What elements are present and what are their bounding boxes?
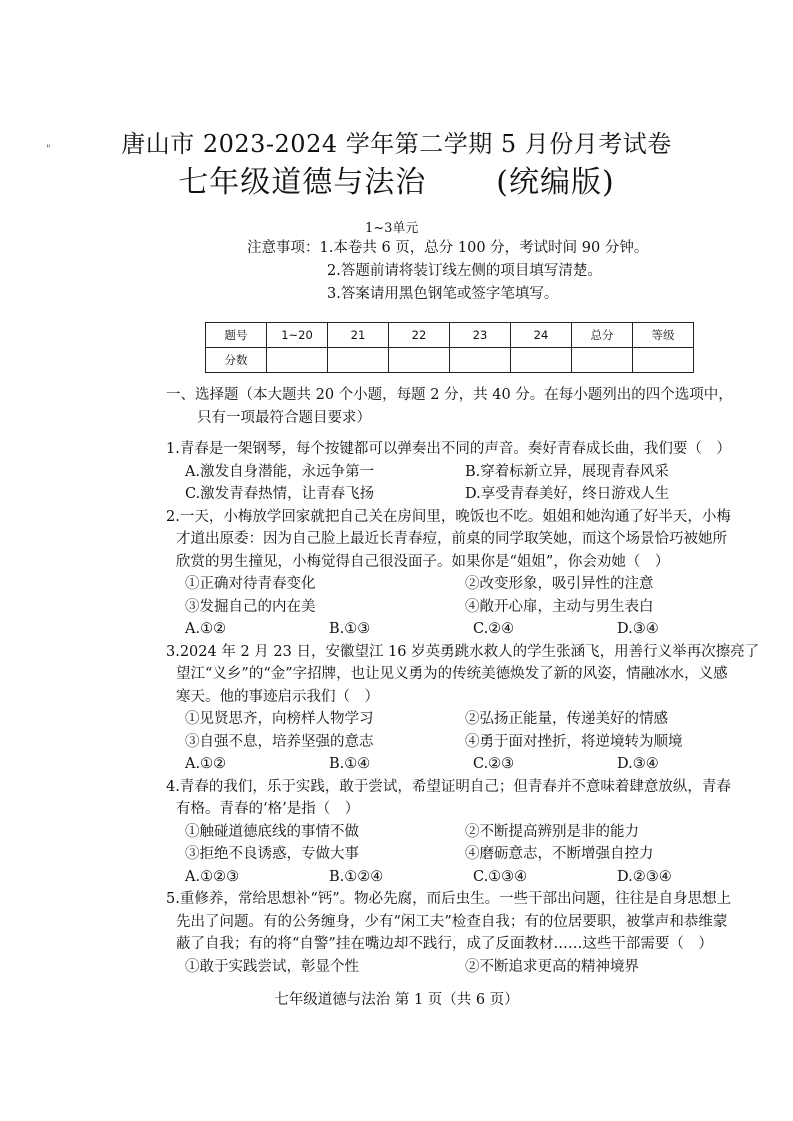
score-cell: [267, 348, 328, 373]
statement-4: ④敞开心扉，主动与男生表白: [465, 598, 654, 615]
statement-1: ①正确对待青春变化: [185, 576, 316, 592]
question-stem-cont: 望江“义乡”的“金”字招牌，也让见义勇为的传统美德焕发了新的风姿，情融冰水，义感: [176, 666, 728, 682]
option-b: B.①③: [329, 621, 371, 637]
score-cell: [450, 348, 511, 373]
score-header-cell: 24: [511, 323, 572, 348]
option-a: A.①②: [185, 621, 227, 637]
option-b: B.①④: [329, 756, 371, 772]
statement-3: ③发掘自己的内在美: [185, 598, 316, 615]
statement-1: ①敢于实践尝试，彰显个性: [185, 958, 359, 975]
score-table: [205, 322, 694, 373]
edition-label: (统编版): [496, 165, 615, 200]
exam-subtitle: [0, 157, 793, 201]
question-stem-cont: 蔽了自我；有的将“自警”挂在嘴边却不践行，成了反面教材……这些干部需要（ ）: [176, 936, 713, 952]
question-stem-cont: 有格。青春的‘格’是指（ ）: [176, 801, 360, 817]
score-header-cell: 等级: [633, 323, 694, 348]
score-cell: [389, 348, 450, 373]
question-stem: 3.2024 年 2 月 23 日，安徽望江 16 岁英勇跳水救人的学生张涵飞，用善行义举再次擦亮了: [166, 643, 760, 660]
note-line-3: 3.答案请用黑色钢笔或签字笔填写。: [327, 286, 559, 302]
statement-2: ②弘扬正能量，传递美好的情感: [465, 711, 668, 727]
statement-2: ②不断提高辨别是非的能力: [465, 823, 639, 840]
statement-row: [166, 821, 766, 844]
statement-3: ③拒绝不良诱惑，专做大事: [185, 846, 359, 862]
statement-4: ④磨砺意志，不断增强自控力: [465, 846, 654, 862]
question-stem: 1.青春是一架钢琴，每个按键都可以弹奏出不同的声音。奏好青春成长曲，我们要（ ）: [166, 441, 731, 457]
statement-row: [166, 596, 766, 619]
subject-title: 七年级道德与法治: [178, 165, 427, 200]
option-c: C.②③: [473, 756, 515, 772]
option-row: [166, 753, 766, 776]
option-row: [166, 483, 766, 506]
units-label: 1~3单元: [365, 221, 419, 236]
score-header-cell: 23: [450, 323, 511, 348]
option-d: D.③④: [617, 621, 659, 637]
statement-4: ④勇于面对挫折，将逆境转为顺境: [465, 733, 683, 750]
option-d: D.享受青春美好，终日游戏人生: [465, 486, 670, 502]
option-b: B.①②④: [329, 868, 384, 885]
corner-mark: ": [46, 144, 51, 155]
question-stem: 4.青春的我们，乐于实践，敢于尝试，希望证明自己；但青春并不意味着肆意放纵，青春: [166, 778, 731, 795]
questions-area: [166, 384, 766, 978]
option-c: C.②④: [473, 621, 515, 637]
page-footer: 七年级道德与法治 第 1 页（共 6 页）: [274, 992, 519, 1008]
statement-1: ①触碰道德底线的事情不做: [185, 823, 359, 840]
note-line-1: 注意事项：1.本卷共 6 页，总分 100 分，考试时间 90 分钟。: [247, 240, 649, 256]
option-c: C.①③④: [473, 868, 528, 885]
score-row-label: 分数: [206, 348, 267, 373]
question-stem-cont: 欣赏的男生撞见，小梅觉得自己很没面子。如果你是“姐姐”，你会劝她（ ）: [176, 553, 670, 570]
section-heading: [166, 384, 766, 429]
score-cell: [511, 348, 572, 373]
option-a: A.①②: [185, 756, 227, 772]
option-row: [166, 461, 766, 484]
option-a: A.①②③: [185, 868, 240, 885]
score-cell: [328, 348, 389, 373]
statement-row: [166, 843, 766, 866]
score-cell: [572, 348, 633, 373]
score-header-cell: 21: [328, 323, 389, 348]
question-3: [166, 641, 766, 776]
statement-row: [166, 708, 766, 731]
question-5: [166, 888, 766, 978]
score-header-cell: 1~20: [267, 323, 328, 348]
option-a: A.激发自身潜能，永远争第一: [185, 463, 375, 480]
question-4: [166, 776, 766, 889]
option-b: B.穿着标新立异，展现青春风采: [465, 463, 669, 480]
score-header-cell: 22: [389, 323, 450, 348]
section-line-1: 一、选择题（本大题共 20 个小题，每题 2 分，共 40 分。在每小题列出的四个选项中，: [166, 387, 733, 403]
question-stem-cont: 才道出原委：因为自己脸上最近长青春痘，前桌的同学取笑她，而这个场景恰巧被她所: [176, 531, 727, 547]
statement-row: [166, 573, 766, 596]
option-d: D.②③④: [617, 868, 672, 885]
option-row: [166, 618, 766, 641]
statement-3: ③自强不息，培养坚强的意志: [185, 733, 374, 750]
score-table-header-row: [206, 323, 694, 348]
statement-row: [166, 731, 766, 754]
note-line-2: 2.答题前请将装订线左侧的项目填写清楚。: [327, 263, 602, 279]
statement-1: ①见贤思齐，向榜样人物学习: [185, 711, 374, 727]
exam-title: 唐山市 2023-2024 学年第二学期 5 月份月考试卷: [121, 130, 672, 158]
section-line-2: 只有一项最符合题目要求）: [197, 409, 371, 426]
statement-2: ②改变形象，吸引异性的注意: [465, 576, 654, 592]
question-stem: 5.重修养，常给思想补“钙”。物必先腐，而后虫生。一些干部出问题，往往是自身思想上: [166, 891, 732, 907]
statement-2: ②不断追求更高的精神境界: [465, 958, 639, 975]
question-2: [166, 506, 766, 641]
score-header-cell: 题号: [206, 323, 267, 348]
option-c: C.激发青春热情，让青春飞扬: [185, 486, 375, 502]
question-stem-cont: 先出了问题。有的公务缠身，少有“闲工夫”检查自我；有的位居要职，被掌声和恭维蒙: [176, 913, 728, 930]
question-stem: 2.一天，小梅放学回家就把自己关在房间里，晚饭也不吃。姐姐和她沟通了好半天，小梅: [166, 508, 731, 525]
score-header-cell: 总分: [572, 323, 633, 348]
statement-row: [166, 956, 766, 979]
score-table-score-row: [206, 348, 694, 373]
question-stem-cont: 寒天。他的事迹启示我们（ ）: [176, 688, 379, 705]
option-d: D.③④: [617, 756, 659, 772]
question-1: [166, 438, 766, 506]
option-row: [166, 866, 766, 889]
score-cell: [633, 348, 694, 373]
exam-notes: [247, 237, 648, 306]
